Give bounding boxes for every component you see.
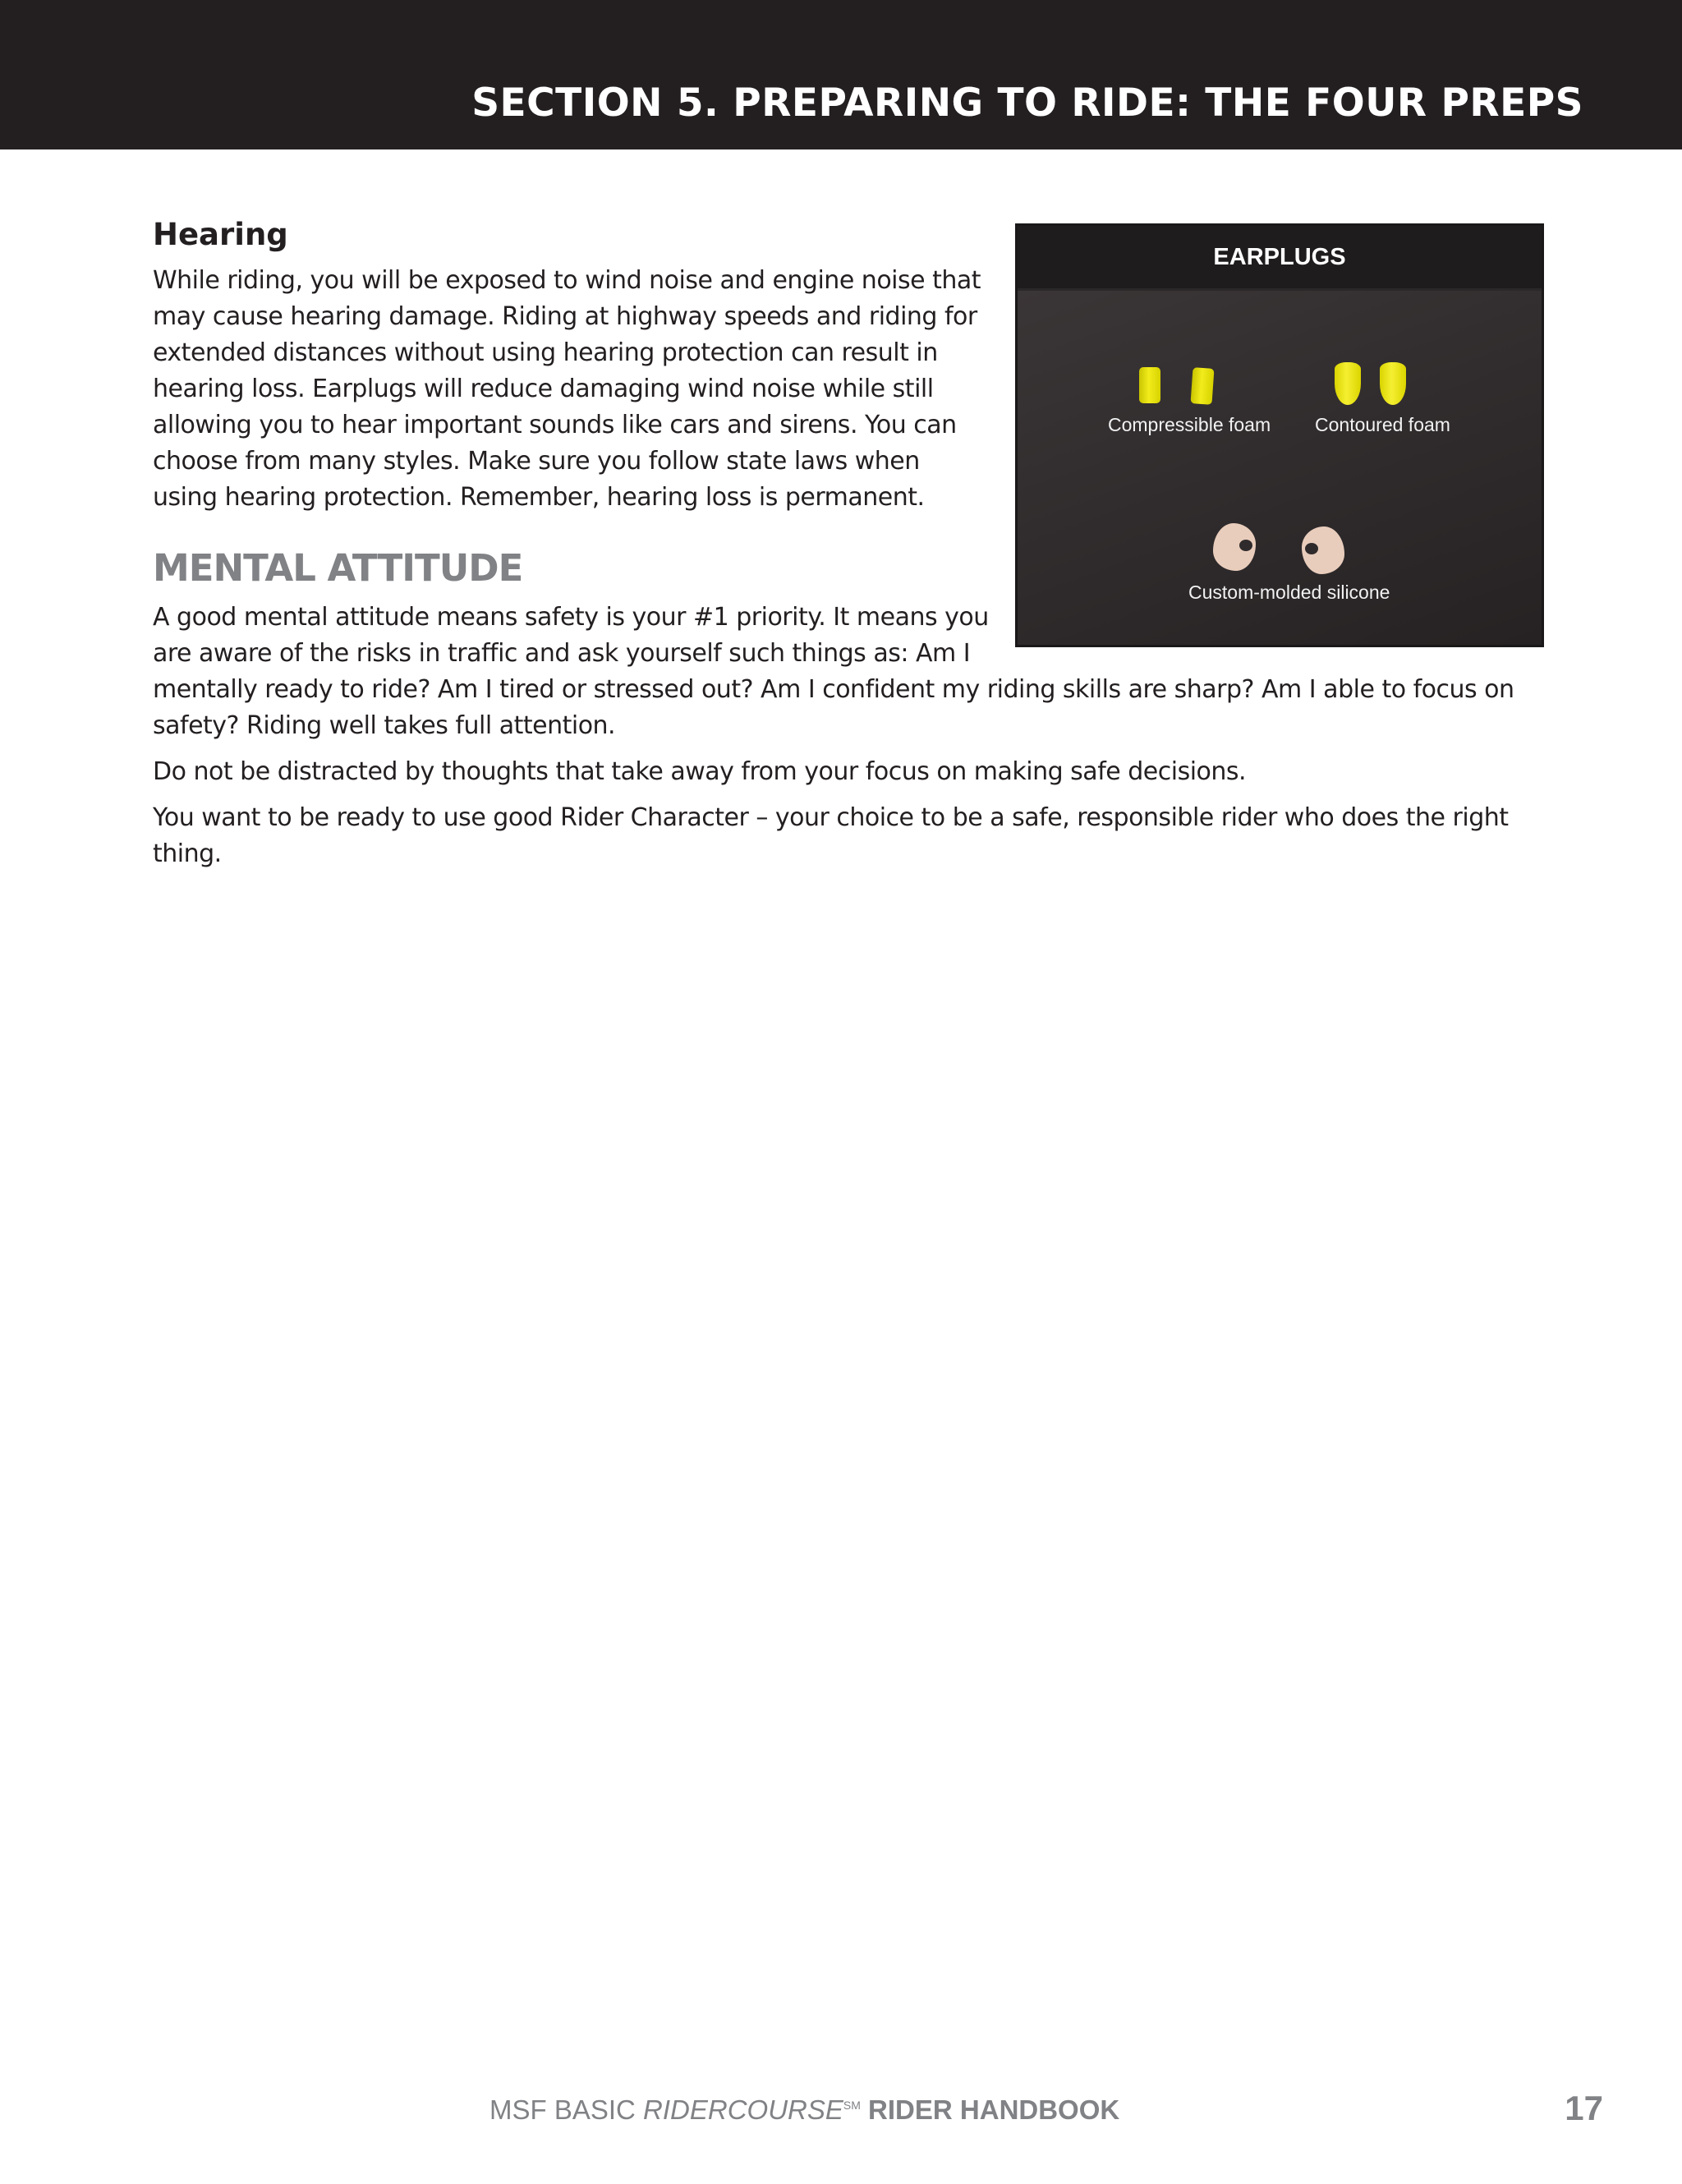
custom-molded-earplug-left: [1213, 523, 1256, 571]
caption-contoured-foam: Contoured foam: [1315, 414, 1450, 435]
caption-custom-molded-silicone: Custom-molded silicone: [1188, 582, 1390, 603]
page-content: [153, 215, 1541, 882]
caption-compressible-foam: Compressible foam: [1108, 414, 1271, 435]
footer-suffix: RIDER HANDBOOK: [860, 2094, 1120, 2125]
section-header-bar: [0, 0, 1682, 149]
contoured-foam-earplug-left: [1335, 362, 1361, 405]
mental-attitude-paragraph-1: A good mental attitude means safety is your #1 priority. It means you are aware of the risks in traffic and ask yourself such things as: Am I mentally ready to ride? Am I tired or stressed out? Am I confident my riding skills are sharp? Am I able to focus on safety? Riding well takes full attention.: [153, 603, 1514, 741]
footer-service-mark: SM: [843, 2099, 861, 2112]
footer-handbook-title: [489, 2094, 1119, 2126]
hearing-heading: Hearing: [153, 217, 288, 252]
figure-title: EARPLUGS: [1018, 226, 1542, 288]
footer-ridercourse: RIDERCOURSE: [643, 2094, 843, 2125]
mental-attitude-paragraph-2: Do not be distracted by thoughts that take away from your focus on making safe decisions.: [153, 757, 1247, 787]
section-title: SECTION 5. PREPARING TO RIDE: THE FOUR PREPS: [471, 80, 1583, 126]
compressible-foam-earplug-right: [1190, 367, 1214, 405]
custom-molded-earplug-right: [1302, 526, 1344, 574]
contoured-foam-earplug-right: [1380, 362, 1406, 405]
earplugs-figure: [1015, 223, 1544, 647]
page-number: 17: [1565, 2089, 1603, 2127]
hearing-paragraph: While riding, you will be exposed to wind noise and engine noise that may cause hearing damage. Riding at highway speeds and riding for extended distances without using hearing protection can result in hearing loss. Earplugs will reduce damaging wind noise while still allowing you to hear important sounds like cars and sirens. You can choose from many styles. Make sure you follow state laws when using hearing protection. Remember, hearing loss is permanent.: [153, 266, 981, 513]
footer-prefix: MSF BASIC: [489, 2094, 644, 2125]
earplugs-photo: [1018, 291, 1542, 645]
mental-attitude-paragraph-3: You want to be ready to use good Rider Character – your choice to be a safe, responsible rider who does the right thing.: [153, 803, 1509, 869]
compressible-foam-earplug-left: [1139, 367, 1160, 403]
mental-attitude-heading: MENTAL ATTITUDE: [153, 546, 523, 591]
